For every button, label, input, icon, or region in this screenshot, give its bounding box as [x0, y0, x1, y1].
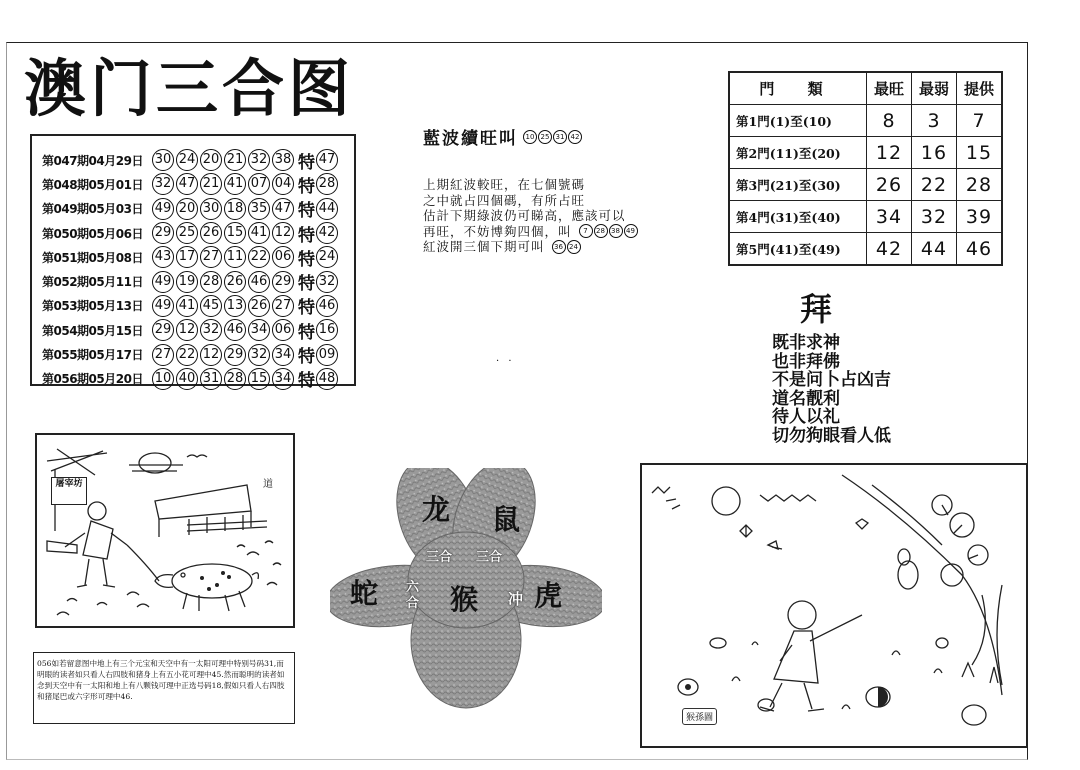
group-max: 12	[867, 137, 912, 169]
draw-date: 第048期05月01日	[42, 177, 143, 192]
tip-heading-ball: 25	[538, 130, 552, 144]
tip-line-text: 上期紅波較旺，在七個號碼	[423, 177, 586, 192]
number-ball: 34	[272, 368, 294, 390]
number-ball: 29	[152, 319, 174, 341]
zodiac-rat: 鼠	[492, 503, 521, 536]
draw-date: 第050期05月06日	[42, 226, 143, 241]
group-max: 26	[867, 169, 912, 201]
tip-block	[423, 124, 663, 255]
tip-line	[423, 224, 663, 240]
group-label: 第2門(11)至(20)	[729, 137, 867, 169]
number-ball: 26	[248, 295, 270, 317]
poem-line: 既非求神	[772, 333, 840, 353]
tip-heading-ball: 10	[523, 130, 537, 144]
tip-line	[423, 208, 663, 224]
draw-date: 第052期05月11日	[42, 275, 143, 290]
number-ball: 18	[224, 198, 246, 220]
number-ball: 12	[200, 344, 222, 366]
special-label: 特	[298, 152, 315, 173]
number-ball: 34	[272, 344, 294, 366]
number-ball: 15	[248, 368, 270, 390]
group-offer: 39	[957, 201, 1003, 233]
group-min: 3	[912, 105, 957, 137]
butcher-pig-drawing	[37, 435, 293, 626]
sanhe-left: 三合	[426, 550, 453, 565]
tip-ball: 7	[579, 224, 593, 238]
number-ball: 49	[152, 271, 174, 293]
number-ball: 20	[200, 149, 222, 171]
special-ball: 47	[316, 149, 338, 171]
number-ball: 12	[272, 222, 294, 244]
group-min: 32	[912, 201, 957, 233]
header-max: 最旺	[867, 72, 912, 105]
tip-heading-ball: 31	[553, 130, 567, 144]
group-offer: 46	[957, 233, 1003, 266]
draw-row	[42, 318, 354, 342]
number-ball: 27	[272, 295, 294, 317]
group-row	[729, 233, 1002, 266]
draw-date: 第056期05月20日	[42, 372, 143, 387]
special-label: 特	[298, 371, 315, 392]
tip-line-text: 之中就占四個碼，有所占旺	[423, 192, 586, 208]
liuhe: 六合	[406, 580, 420, 611]
special-label: 特	[298, 176, 315, 197]
draw-row	[42, 269, 354, 293]
zodiac-dragon: 龙	[422, 493, 451, 526]
number-ball: 27	[152, 344, 174, 366]
group-table-header	[729, 72, 1002, 105]
number-ball: 47	[272, 198, 294, 220]
group-label: 第5門(41)至(49)	[729, 233, 867, 266]
poem-line: 切勿狗眼看人低	[772, 425, 891, 446]
draw-date: 第054期05月15日	[42, 323, 143, 338]
group-max: 34	[867, 201, 912, 233]
number-ball: 29	[152, 222, 174, 244]
number-ball: 26	[200, 222, 222, 244]
zodiac-tiger: 虎	[534, 579, 563, 612]
tip-line-text: 估計下期綠波仍可睇高，應該可以	[423, 208, 626, 223]
number-ball: 04	[272, 173, 294, 195]
zodiac-monkey: 猴	[450, 583, 479, 616]
special-label: 特	[298, 347, 315, 368]
special-ball: 09	[316, 344, 338, 366]
tip-line	[423, 177, 663, 193]
group-offer: 7	[957, 105, 1003, 137]
number-ball: 19	[176, 271, 198, 293]
tip-ball: 24	[567, 240, 581, 254]
number-ball: 12	[176, 319, 198, 341]
number-ball: 21	[200, 173, 222, 195]
number-ball: 06	[272, 246, 294, 268]
number-ball: 28	[224, 368, 246, 390]
group-offer: 15	[957, 137, 1003, 169]
number-ball: 43	[152, 246, 174, 268]
number-ball: 20	[176, 198, 198, 220]
draw-date: 第049期05月03日	[42, 202, 143, 217]
draw-date: 第055期05月17日	[42, 348, 143, 363]
draw-row	[42, 245, 354, 269]
special-ball: 46	[316, 295, 338, 317]
number-ball: 13	[224, 295, 246, 317]
special-label: 特	[298, 322, 315, 343]
draw-row	[42, 197, 354, 221]
special-ball: 16	[316, 319, 338, 341]
tip-ball: 28	[594, 224, 608, 238]
poem-line: 不是问卜占凶吉	[772, 370, 891, 390]
number-ball: 32	[152, 173, 174, 195]
group-label: 第3門(21)至(30)	[729, 169, 867, 201]
special-ball: 24	[316, 246, 338, 268]
monkey-stamp: 猴孫圖	[682, 708, 717, 725]
number-ball: 46	[224, 319, 246, 341]
special-label: 特	[298, 225, 315, 246]
number-ball: 32	[200, 319, 222, 341]
poem	[772, 334, 891, 445]
number-ball: 40	[176, 368, 198, 390]
number-ball: 41	[224, 173, 246, 195]
number-ball: 49	[152, 198, 174, 220]
special-label: 特	[298, 249, 315, 270]
number-ball: 22	[248, 246, 270, 268]
group-min: 44	[912, 233, 957, 266]
draw-results-box	[30, 134, 356, 392]
number-ball: 22	[176, 344, 198, 366]
tip-heading-text: 藍波續旺叫	[423, 129, 518, 149]
tip-body	[423, 177, 663, 255]
number-ball: 21	[224, 149, 246, 171]
group-row	[729, 137, 1002, 169]
zodiac-snake: 蛇	[350, 577, 379, 610]
tip-ball: 36	[552, 240, 566, 254]
draw-date: 第047期04月29日	[42, 153, 143, 168]
group-offer: 28	[957, 169, 1003, 201]
group-max: 42	[867, 233, 912, 266]
group-label: 第4門(31)至(40)	[729, 201, 867, 233]
number-ball: 30	[152, 149, 174, 171]
butcher-shop-sign: 屠宰坊	[51, 477, 87, 505]
group-min: 22	[912, 169, 957, 201]
special-ball: 42	[316, 222, 338, 244]
number-ball: 29	[224, 344, 246, 366]
boy-butterfly-drawing	[642, 465, 1026, 746]
number-ball: 25	[176, 222, 198, 244]
number-ball: 41	[248, 222, 270, 244]
group-row	[729, 105, 1002, 137]
number-ball: 24	[176, 149, 198, 171]
special-ball: 48	[316, 368, 338, 390]
poem-line: 待人以礼	[772, 407, 840, 427]
chong: 冲	[508, 590, 524, 608]
draw-date: 第053期05月13日	[42, 299, 143, 314]
tip-heading-ball: 42	[568, 130, 582, 144]
tip-line-text: 紅波開三個下期可叫	[423, 239, 545, 254]
number-ball: 28	[200, 271, 222, 293]
special-ball: 44	[316, 198, 338, 220]
special-label: 特	[298, 298, 315, 319]
number-ball: 06	[272, 319, 294, 341]
number-ball: 49	[152, 295, 174, 317]
poem-line: 也非拜佛	[772, 351, 840, 372]
tip-line	[423, 193, 663, 209]
group-table	[728, 71, 1003, 266]
number-ball: 38	[272, 149, 294, 171]
draw-row	[42, 294, 354, 318]
draw-row	[42, 367, 354, 391]
number-ball: 10	[152, 368, 174, 390]
riddle-note: 056如若留意图中地上有三个元宝和天空中有一太阳可理中特别号码31,而明眼的读者如只看人右四肢和猪身上有五小花可理中45.然而聪明的读者如念到天空中有一太阳和地上有八颗钱可理中正选号码18,假如只看人右四肢和猪尾巴或六字形可理中46.	[33, 652, 295, 724]
draw-row	[42, 221, 354, 245]
sanhe-right: 三合	[476, 550, 503, 565]
page-title: 澳门三合图	[24, 52, 355, 125]
tip-ball: 49	[624, 224, 638, 238]
draw-row	[42, 148, 354, 172]
group-min: 16	[912, 137, 957, 169]
special-ball: 28	[316, 173, 338, 195]
header-type: 門 類	[729, 72, 867, 105]
number-ball: 17	[176, 246, 198, 268]
number-ball: 26	[224, 271, 246, 293]
tip-line	[423, 239, 663, 255]
number-ball: 46	[248, 271, 270, 293]
header-offer: 提供	[957, 72, 1003, 105]
tip-heading-balls	[522, 130, 582, 144]
draw-row	[42, 342, 354, 366]
number-ball: 32	[248, 344, 270, 366]
number-ball: 35	[248, 198, 270, 220]
tip-ball: 38	[609, 224, 623, 238]
boy-butterfly-illustration	[640, 463, 1028, 748]
draw-row	[42, 172, 354, 196]
number-ball: 34	[248, 319, 270, 341]
number-ball: 07	[248, 173, 270, 195]
number-ball: 29	[272, 271, 294, 293]
number-ball: 41	[176, 295, 198, 317]
number-ball: 27	[200, 246, 222, 268]
group-row	[729, 201, 1002, 233]
group-max: 8	[867, 105, 912, 137]
number-ball: 31	[200, 368, 222, 390]
number-ball: 32	[248, 149, 270, 171]
tip-line-text: 再旺，不妨博夠四個，叫	[423, 223, 572, 239]
number-ball: 11	[224, 246, 246, 268]
poem-line: 道名靓利	[772, 388, 840, 409]
dots: · ·	[496, 356, 515, 367]
poem-title: 拜	[800, 290, 833, 328]
left-small-char: 道	[263, 479, 273, 490]
number-ball: 30	[200, 198, 222, 220]
butcher-pig-illustration	[35, 433, 295, 628]
group-row	[729, 169, 1002, 201]
number-ball: 47	[176, 173, 198, 195]
zodiac-flower	[330, 468, 602, 713]
draw-date: 第051期05月08日	[42, 250, 143, 265]
group-label: 第1門(1)至(10)	[729, 105, 867, 137]
number-ball: 15	[224, 222, 246, 244]
special-label: 特	[298, 274, 315, 295]
tip-heading	[423, 124, 663, 149]
number-ball: 45	[200, 295, 222, 317]
special-label: 特	[298, 201, 315, 222]
special-ball: 32	[316, 271, 338, 293]
header-min: 最弱	[912, 72, 957, 105]
